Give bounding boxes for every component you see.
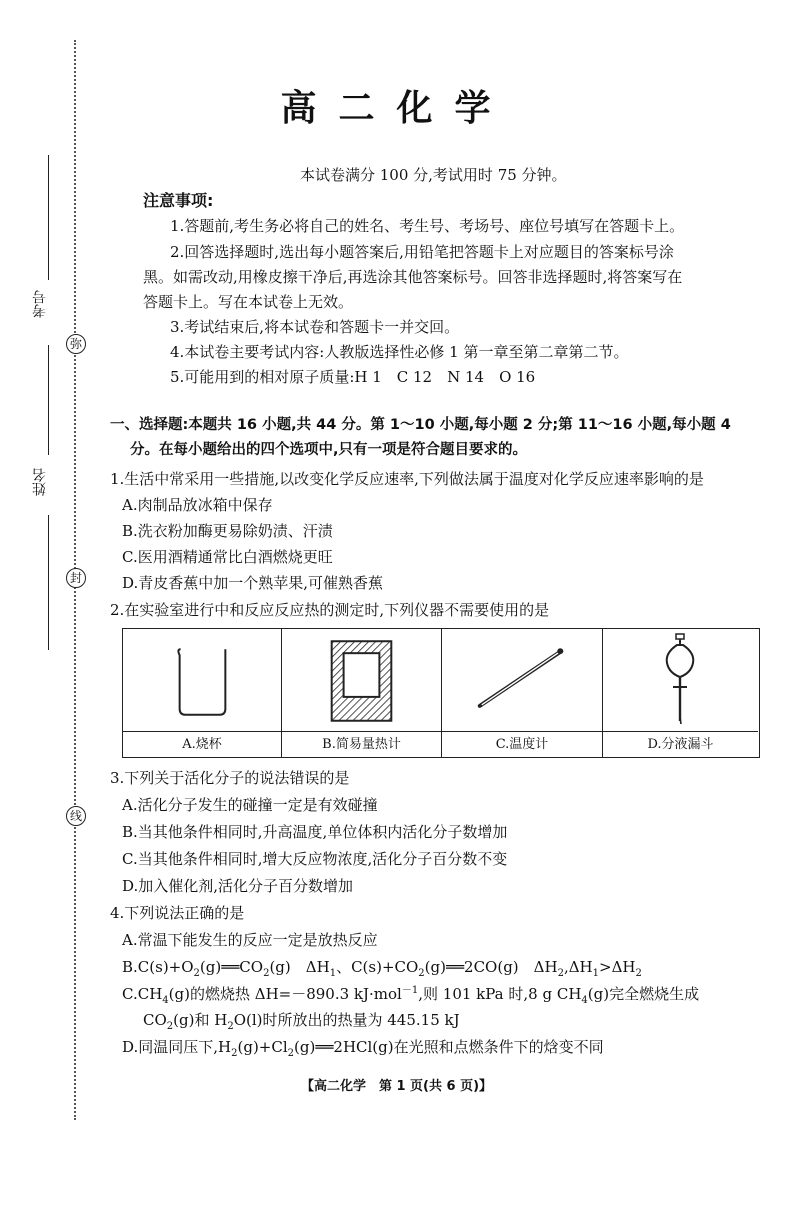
name-underline-top — [48, 345, 49, 455]
exam-no-label: 考号 — [32, 290, 48, 318]
apparatus-cell-thermometer — [442, 629, 603, 757]
notice-line: 3.考试结束后,将本试卷和答题卡一并交回。 — [170, 318, 460, 336]
question-1-stem: 1.生活中常采用一些措施,以改变化学反应速率,下列做法属于温度对化学反应速率影响的是 — [110, 470, 704, 488]
question-4-option-b: $B.C(s)+O_2(g)══CO_2(g)$ $\Delta H_1$、$C(s)+CO_2(g)══2CO(g)$ $\Delta H_2,\Delta H_1>\Delta H_2$ — [122, 958, 642, 979]
seal-char-3: 线 — [66, 806, 86, 826]
question-3-stem: 3.下列关于活化分子的说法错误的是 — [110, 769, 350, 787]
page-footer: 【高二化学 第 1 页(共 6 页)】 — [300, 1079, 493, 1094]
page-title: 高二化学 — [280, 88, 513, 129]
apparatus-caption-a: A.烧杯 — [123, 731, 281, 758]
seal-char-2: 封 — [66, 568, 86, 588]
notice-line: 5.可能用到的相对原子质量:H 1 C 12 N 14 O 16 — [170, 368, 536, 386]
question-2-stem: 2.在实验室进行中和反应反应热的测定时,下列仪器不需要使用的是 — [110, 601, 550, 619]
question-4-option-d: D.同温同压下$,H_2(g)+Cl_2(g)══2HCl(g)$在光照和点燃条件下的焓变不同 — [122, 1038, 604, 1059]
notice-line: 4.本试卷主要考试内容:人教版选择性必修 1 第一章至第二章第二节。 — [170, 343, 629, 361]
name-label: 姓名 — [32, 468, 48, 496]
apparatus-table — [122, 628, 760, 758]
calorimeter-icon — [282, 629, 441, 731]
question-3-option-b: B.当其他条件相同时,升高温度,单位体积内活化分子数增加 — [122, 823, 508, 841]
name-underline-bottom — [48, 515, 49, 650]
apparatus-cell-calorimeter — [282, 629, 442, 757]
question-3-option-d: D.加入催化剂,活化分子百分数增加 — [122, 877, 354, 895]
question-4-option-c-line-2: $CO_2(g)$和 $H_2O(l)$时所放出的热量为 445.15 kJ — [143, 1011, 460, 1032]
apparatus-caption-c: C.温度计 — [442, 731, 602, 758]
separatory-funnel-icon — [603, 629, 758, 731]
beaker-icon — [123, 629, 281, 731]
question-1-option-d: D.青皮香蕉中加一个熟苹果,可催熟香蕉 — [122, 574, 384, 592]
exam-no-underline — [48, 155, 49, 280]
exam-intro: 本试卷满分 100 分,考试用时 75 分钟。 — [300, 166, 567, 184]
notice-line: 1.答题前,考生务必将自己的姓名、考生号、考场号、座位号填写在答题卡上。 — [170, 217, 685, 235]
notice-line: 2.回答选择题时,选出每小题答案后,用铅笔把答题卡上对应题目的答案标号涂 — [170, 243, 674, 261]
question-4-option-c-line-1: $C.CH_4(g)$的燃烧热 ΔH=－890.3 kJ·mol$^{-1}$,则 101 kPa 时,8 g $CH_4(g)$完全燃烧生成 — [122, 985, 700, 1006]
notice-heading: 注意事项: — [143, 191, 214, 210]
notice-line: 答题卡上。写在本试卷上无效。 — [143, 293, 354, 311]
notice-line: 黑。如需改动,用橡皮擦干净后,再选涂其他答案标号。回答非选择题时,将答案写在 — [143, 268, 683, 286]
question-1-option-a: A.肉制品放冰箱中保存 — [122, 496, 273, 514]
apparatus-caption-b: B.简易量热计 — [282, 731, 441, 758]
section-header-line: 分。在每小题给出的四个选项中,只有一项是符合题目要求的。 — [130, 442, 528, 458]
seal-char-1: 弥 — [66, 334, 86, 354]
question-4-option-a: A.常温下能发生的反应一定是放热反应 — [122, 931, 378, 949]
question-3-option-a: A.活化分子发生的碰撞一定是有效碰撞 — [122, 796, 378, 814]
question-1-option-c: C.医用酒精通常比白酒燃烧更旺 — [122, 548, 333, 566]
question-3-option-c: C.当其他条件相同时,增大反应物浓度,活化分子百分数不变 — [122, 850, 508, 868]
thermometer-icon — [442, 629, 602, 731]
question-4-stem: 4.下列说法正确的是 — [110, 904, 245, 922]
apparatus-cell-funnel — [603, 629, 758, 757]
apparatus-cell-beaker — [123, 629, 282, 757]
section-header-line: 一、选择题:本题共 16 小题,共 44 分。第 1～10 小题,每小题 2 分;第 11～16 小题,每小题 4 — [110, 417, 731, 433]
question-1-option-b: B.洗衣粉加酶更易除奶渍、汗渍 — [122, 522, 333, 540]
apparatus-caption-d: D.分液漏斗 — [603, 731, 758, 758]
